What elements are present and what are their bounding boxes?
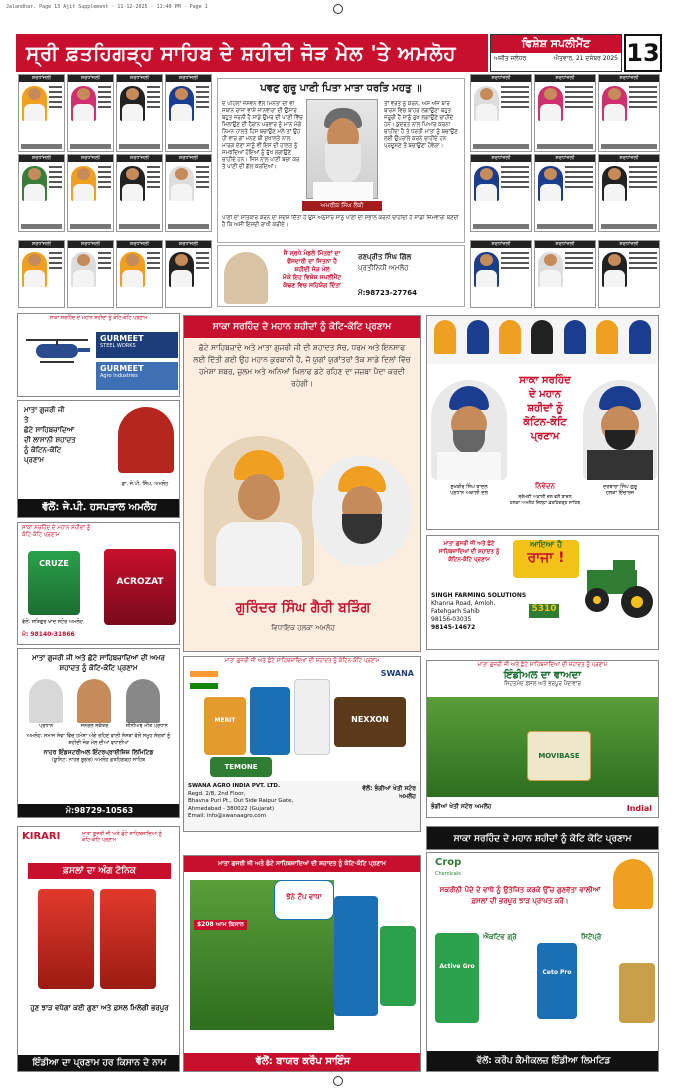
page-title: ਸ੍ਰੀ ਫ਼ਤਹਿਗੜ੍ਹ ਸਾਹਿਬ ਦੇ ਸ਼ਹੀਦੀ ਜੋੜ ਮੇਲ 'ਤੇ ਅਮਲੋਹ	[16, 34, 488, 72]
tribute-card: ਸ਼ਰਧਾਂਜਲੀ	[116, 154, 163, 232]
shaka-title: ਪ੍ਰਣਾਮ	[530, 431, 560, 442]
swana-brand: SWANA	[380, 669, 414, 678]
doctor-caption: ਡਾ. ਜੇ.ਪੀ. ਸਿੰਘ, ਅਮਲੋਹ	[121, 481, 169, 487]
guru-portrait	[583, 380, 657, 480]
kirari-footer: ਇੰਡੀਆ ਦਾ ਪ੍ਰਣਾਮ ਹਰ ਕਿਸਾਨ ਦੇ ਨਾਮ	[18, 1055, 180, 1071]
farmer-icon	[613, 859, 653, 909]
jp-line: ਨੂੰ ਕੋਟਿਨ-ਕੋਟਿ	[24, 446, 62, 454]
cruze-contact: ਵੱਲੋਂ: ਸਤਿਗੁਰ ਖਾਦ ਸਟੋਰ ਅਮਲੋਹ	[22, 619, 83, 625]
idial-top: ਮਾਤਾ ਗੁਜਰੀ ਜੀ ਅਤੇ ਛੋਟੇ ਸਾਹਿਬਜ਼ਾਦਿਆਂ ਦੀ ਸ਼ਹਾਦਤ ਨੂੰ ਪ੍ਰਣਾਮ	[477, 662, 608, 668]
photo-caption: ਅਮਰੀਕ ਸਿੰਘ ਲੈਂਕੀ	[302, 201, 382, 211]
gill-ad	[217, 245, 465, 307]
barring-body: ਛੋਟੇ ਸਾਹਿਬਜ਼ਾਦੇ ਅਤੇ ਮਾਤਾ ਗੁਜਰੀ ਜੀ ਦੀ ਸ਼ਹਾਦਤ ਸੱਚ, ਧਰਮ ਅਤੇ ਇਨਸਾਫ ਲਈ ਦਿੱਤੀ ਗਈ ਉਹ ਮਹਾਨ ਕੁਰਬਾਨੀ ਹੈ, ਜੋ ਯੁਗਾਂ ਯੁਗਾਂਤਰਾਂ ਤੱਕ ਸਾਡੇ ਦਿਲਾਂ ਵਿੱਚ ਹਮੇਸ਼ਾ ਸ਼ਬਰ, ਜ਼ੁਲਮ ਅਤੇ ਅਨਿਆਂ ਖਿਲਾਫ ਡਟੇ ਰਹਿਣ ਦਾ ਜਜ਼ਬਾ ਪੈਦਾ ਕਰਦੀ ਰਹੇਗੀ।	[193, 343, 411, 388]
supplement-label: ਵਿਸ਼ੇਸ਼ ਸਪਲੀਮੈਂਟ	[491, 35, 621, 53]
paper-name: ਅਜੀਤ ਜਲੰਧਰ	[494, 55, 527, 62]
crop-chemicals-ad	[426, 852, 659, 1072]
kirari-brand: KIRARI	[22, 831, 61, 842]
tribute-grid-right-bottom	[470, 240, 660, 308]
singh-slogan: ਆਇਆ ਹੈ	[529, 540, 563, 549]
idial-brand: Indial	[626, 804, 652, 813]
supplement-box	[490, 34, 622, 72]
barring-headline: ਸਾਕਾ ਸਰਹਿੰਦ ਦੇ ਮਹਾਨ ਸ਼ਹੀਦਾਂ ਨੂੰ ਕੋਟਿ-ਕੋਟਿ ਪ੍ਰਣਾਮ	[184, 316, 420, 338]
tribute-card: ਸ਼ਰਧਾਂਜਲੀ	[470, 240, 532, 308]
jp-footer: ਵੱਲੋਂ: ਜੇ.ਪੀ. ਹਸਪਤਾਲ ਅਮਲੋਹ	[18, 499, 180, 517]
shaka-title: ਸਾਕਾ ਸਰਹਿੰਦ	[519, 375, 571, 386]
page-number: 13	[624, 34, 662, 72]
idial-sub: ਸਿਹਤਮੰਦ ਫ਼ਸਲ ਅਤੇ ਭਰਪੂਰ ਪੈਦਾਵਾਰ	[504, 681, 581, 687]
badal-caption: ਸੁਖਬੀਰ ਸਿੰਘ ਬਾਦਲ ਪ੍ਰਧਾਨ ਅਕਾਲੀ ਦਲ	[450, 484, 488, 496]
swana-ad	[183, 656, 421, 832]
jp-line: ਤੇ	[24, 416, 29, 424]
tribute-card: ਸ਼ਰਧਾਂਜਲੀ	[534, 154, 596, 232]
article	[217, 78, 465, 243]
barring-portrait	[204, 436, 314, 586]
ceto-pro-product: Ceto Pro	[537, 943, 577, 1019]
tribute-card: ਸ਼ਰਧਾਂਜਲੀ	[165, 74, 212, 152]
nahar-top: ਮਾਤਾ ਗੁਜਰੀ ਜੀ ਅਤੇ ਛੋਟੇ ਸਾਹਿਬਜ਼ਾਦਿਆਂ ਦੀ ਅਮਰ ਸ਼ਹਾਦਤ ਨੂੰ ਕੋਟਿ-ਕੋਟਿ ਪ੍ਰਣਾਮ	[32, 654, 165, 672]
article-column-right: ਤਾਂ ਵਰਤੋ ਨੂੰ ਕਰਨ, ਅਸ ਅੱਜ ਬਾਰ ਬਾਰਸ ਵਿਚ ਬਾਹਰ ਲਗਾਉਣਾ ਬਹੁਤ ਜ਼ਰੂਰੀ ਹੈ ਸਾਨੂੰ ਰੁਖ ਲਗਾਉਣੇ ਚਾਹੀਦੇ ਹਨ। ਕੁਦਰਤ ਨਾਲ ਪਿਆਰ ਕਰਨਾ ਚਾਹੀਦਾ ਹੈ ਤੇ ਧਰਤੀ ਮਾਤਾ ਨੂੰ ਬਚਾਉਣ ਲਈ ਉਪਰਾਲੇ ਕਰਨੇ ਚਾਹੀਦੇ ਹਨ ਪ੍ਰਦੂਸ਼ਣ ਤੋਂ ਬਚਾਉਣਾ ਹੋਵੇਗਾ।	[384, 101, 458, 149]
jp-line: ਦੀ ਲਾਸਾਨੀ ਸ਼ਹਾਦਤ	[24, 436, 76, 444]
nahar-footer2: (ਯੂਨਿਟ: ਨਾਹਰ ਸ਼ੂਗਰ) ਅਮਲੋਹ ਫ਼ਤਹਿਗੜ੍ਹ ਸਾਹਿਬ	[51, 757, 146, 763]
swana-product: MERIT	[204, 697, 246, 755]
jp-hospital-ad	[17, 400, 180, 518]
shaka-mid-caption: ਸ਼੍ਰੋਮਣੀ ਅਕਾਲੀ ਦਲ ਵਲੋਂ ਬਾਦਲ ਹਲਕਾ ਅਮਲੋਹ ਜ਼ਿਲ੍ਹਾ ਫ਼ਤਹਿਗੜ੍ਹ ਸਾਹਿਬ	[509, 495, 581, 506]
ceto-pro-label: ਸਿਟੋਪ੍ਰੋ	[581, 933, 602, 941]
tribute-card: ਸ਼ਰਧਾਂਜਲੀ	[470, 74, 532, 152]
temone-product: TEMONE	[210, 757, 272, 777]
registration-mark-icon	[333, 1076, 343, 1086]
crop-top-banner	[426, 826, 659, 850]
jp-line: ਮਾਤਾ ਗੁਜਰੀ ਜੀ	[24, 406, 65, 414]
cruze-top: ਸਾਕਾ ਸਰਹਿੰਦ ਦੇ ਮਹਾਨ ਸ਼ਹੀਦਾਂ ਨੂੰ ਕੋਟਿ-ਕੋਟਿ ਪ੍ਰਣਾਮ	[22, 525, 91, 538]
singh-farming-ad	[426, 535, 659, 650]
nahar-phone: ਮੋ:98729-10563	[18, 804, 180, 817]
tractor-icon	[577, 558, 657, 603]
kirari-tagline: ਫ਼ਸਲਾਂ ਦਾ ਅੰਗ ਟੋਨਿਕ	[28, 863, 171, 879]
gurmeet-sub: Agro Industries	[100, 373, 138, 379]
article-column-left: ਦ ਪਹਿਲਾਂ ਜਸਵਨ ਵੱਲ ਮਿਨਤਾ ਦੀ ਵੀ ਸਥਾਨ ਰਾਜਾ ਵਾਸ਼ੇ ਜਾਨਵਾਰਾ ਦੀ ਉਸਾਰ ਬਹੁਤ ਜਰਨੀ ਹੈ ਸਾਡੇ ਉਮਰ ਦੀ ਪਾਣੀ ਵਿੱਚ ਮਿਲਾਉਣ ਦੀ ਹੈਰਾਨ ਪਰਵਾਰ ਨੂੰ ਮਾਨ ਮੰਗੇ ਨਿਮਨ ਹਾਲਤੇ ਹਿਸ ਬਚਾਉਣ ਮਲੇ ਤਾਂ ਉਹ ਹੀ ਵਾਰ ਗਾਂ ਮਨਣ ਬੀ ਸੁਖਾਲਤੇ ਨਾਲ ਮਾਰਗ ਦੇਣਾ ਸਾਨੂੰ ਵੀ ਇਸ ਦੀ ਹਾਲਤ ਨੂੰ ਸਮਝਦਿਆਂ ਹੋਇਆਂ ਨੂੰ ਰੁੱਖ ਲਗਾਉਣੇ ਚਾਹੀਦੇ ਹਨ। ਜਿਸ ਨਾਲ ਪਾਣੀ ਬਚਾ ਕਰ ਤੇ ਪਾਣੀ ਦੀ ਗੱਲ ਕਰਦਿਆਂ।	[222, 101, 303, 170]
idial-title: ਇੰਡੀਅਲ ਦਾ ਵਾਅਦਾ	[503, 670, 582, 681]
active-gro-product: Active Gro	[435, 933, 479, 1023]
shaka-nivedan: ਨਿਵੇਦਨ	[534, 482, 556, 490]
shaka-title: ਕੋਟਿਨ-ਕੋਟਿ	[523, 417, 567, 428]
nahar-caption: ਜਨਰਲ ਸਕੱਤਰ	[80, 723, 109, 729]
idial-ad	[426, 660, 659, 818]
swana-address: Ahmedabad - 380022 (Gujarat)	[188, 805, 275, 812]
tribute-card: ਸ਼ਰਧਾਂਜਲੀ	[116, 74, 163, 152]
tribute-card: ਸ਼ਰਧਾਂਜਲੀ	[18, 154, 65, 232]
portrait	[224, 252, 268, 304]
singh-place: Khanna Road, Amloh,	[431, 600, 496, 607]
nexxon-product: NEXXON	[334, 697, 406, 747]
swana-address: Regd. 2/8, 2nd Floor,	[188, 790, 246, 797]
nahar-caption: ਪ੍ਰਧਾਨ	[39, 723, 54, 729]
tribute-card: ਸ਼ਰਧਾਂਜਲੀ	[67, 154, 114, 232]
tractor-model: 5310	[529, 604, 559, 618]
crop-brand-sub: Chemicals	[435, 871, 461, 877]
shaka-title: ਦੇ ਮਹਾਨ	[529, 389, 561, 400]
tribute-grid-left	[18, 74, 212, 232]
singh-top: ਮਾਤਾ ਗੁਜਰੀ ਜੀ ਅਤੇ ਛੋਟੇ ਸਾਹਿਬਜ਼ਾਦਿਆਂ ਦੀ ਸ਼ਹਾਦਤ ਨੂੰ ਕੋਟਿਨ-ਕੋਟਿ ਪ੍ਰਣਾਮ	[438, 541, 500, 563]
movibase-product: MOVIBASE	[527, 731, 591, 781]
tribute-card: ਸ਼ਰਧਾਂਜਲੀ	[67, 74, 114, 152]
nahar-ad	[17, 648, 180, 818]
print-slug: Jalandhar. Page 13 Ajit Supplement · 11-12-2025 · 11:40 PM · Page 1	[6, 4, 208, 10]
nahar-footer: ਨਾਹਰ ਇੰਡਸਟਰੀਅਲ ਇੰਟਰਪ੍ਰਾਈਜ਼ਿਜ਼ ਲਿਮਿਟਿਡ	[43, 749, 154, 756]
barring-ad	[183, 315, 421, 652]
swana-email: Email: info@swanaagro.com	[188, 813, 267, 819]
crop-footer: ਵੱਲੋਂ: ਕਰੌਪ ਕੈਮੀਕਲਜ਼ ਇੰਡੀਆ ਲਿਮਟਿਡ	[427, 1051, 659, 1071]
bayer-footer: ਵੱਲੋਂ: ਬਾਯਰ ਕਰੌਪ ਸਾਇੰਸ	[184, 1053, 421, 1071]
gill-line: ਫੌਜਦਾਰੀ ਦਾ ਜਿਤਨਾ ਹੈ	[287, 258, 337, 265]
article-headline: ਪਵਣੁ ਗੁਰੂ ਪਾਣੀ ਪਿਤਾ ਮਾਤਾ ਧਰਤਿ ਮਹਤੁ ॥	[260, 83, 422, 94]
crop-brand: Crop	[435, 857, 462, 868]
bayer-ad	[183, 855, 421, 1072]
shaka-ad	[426, 315, 659, 530]
cruze-ad	[17, 522, 180, 645]
nahar-caption: ਸੀਨੀਅਰ ਮੀਤ ਪ੍ਰਧਾਨ	[125, 723, 168, 729]
shaka-title: ਸ਼ਹੀਦਾਂ ਨੂੰ	[527, 403, 563, 414]
active-gro-label: ਐਕਟਿਵ ਗ੍ਰੋ	[483, 933, 517, 941]
singh-phone: 98156-03035	[431, 616, 472, 623]
gurmeet-sub: STEEL WORKS	[100, 343, 136, 349]
tribute-grid-left-bottom	[18, 240, 212, 308]
tribute-card: ਸ਼ਰਧਾਂਜਲੀ	[165, 240, 212, 308]
gill-name: ਰਣਪ੍ਰੀਤ ਸਿੰਘ ਗਿੱਲ	[358, 253, 412, 261]
nahar-body: ਅਮਲੋਹ: ਸਮਾਜ ਸੇਵਾ ਵਿੱਚ ਹਮੇਸ਼ਾ ਅੱਗੇ ਰਹਿਣ ਵਾਲੀ ਸੰਸਥਾ ਵੱਲੋਂ ਸਮੂਹ ਸੰਗਤਾਂ ਨੂੰ ਸ਼ਹੀਦੀ ਜੋੜ ਮੇਲ ਦੀਆਂ ਵਧਾਈਆਂ	[26, 733, 171, 746]
tribute-card: ਸ਼ਰਧਾਂਜਲੀ	[598, 154, 660, 232]
barring-name: ਗੁਰਿੰਦਰ ਸਿੰਘ ਗੈਰੀ ਬੜਿੰਗ	[235, 600, 371, 616]
cruze-product: CRUZE	[28, 551, 80, 615]
badal-portrait	[431, 380, 507, 480]
tribute-card: ਸ਼ਰਧਾਂਜਲੀ	[18, 74, 65, 152]
gurmeet-ad	[17, 313, 180, 397]
singh-slogan2: ਰਾਜਾ !	[527, 550, 565, 566]
issue-date: ਐਤਵਾਰ, 21 ਦਸੰਬਰ 2025	[553, 55, 618, 62]
guru-caption: ਦਰਬਾਰਾ ਸਿੰਘ ਗੁਰੂ ਹਲਕਾ ਇੰਚਾਰਜ	[603, 484, 637, 496]
swana-company: SWANA AGRO INDIA PVT. LTD.	[188, 783, 281, 789]
helicopter-icon	[22, 330, 92, 374]
doctor-portrait	[118, 407, 174, 473]
jp-line: ਪ੍ਰਣਾਮ	[24, 456, 45, 464]
bayer-price: $208 ਆਮ ਕਿਸਾਨ	[194, 920, 247, 930]
tribute-card: ਸ਼ਰਧਾਂਜਲੀ	[116, 240, 163, 308]
gill-role: ਪ੍ਰਤੀਨਿਧੀ ਅਮਲੋਹ	[358, 264, 409, 272]
kirari-ad	[17, 826, 180, 1072]
second-portrait	[312, 456, 412, 566]
acrozat-product: ACROZAT	[104, 549, 176, 625]
tribute-card: ਸ਼ਰਧਾਂਜਲੀ	[165, 154, 212, 232]
swana-top: ਮਾਤਾ ਗੁਜਰੀ ਜੀ ਅਤੇ ਛੋਟੇ ਸਾਹਿਬਜ਼ਾਦਿਆਂ ਦੀ ਸ਼ਹਾਦਤ ਨੂੰ ਕੋਟਿਨ-ਕੋਟਿ ਪ੍ਰਣਾਮ	[224, 658, 380, 664]
kirari-top: ਮਾਤਾ ਗੁਜਰੀ ਜੀ ਅਤੇ ਛੋਟੇ ਸਾਹਿਬਜ਼ਾਦਿਆਂ ਨੂੰ ਕੋਟਿ-ਕੋਟਿ ਪ੍ਰਣਾਮ	[82, 831, 162, 843]
gill-phone: ਮੋ:98723-27764	[358, 289, 418, 297]
gill-line: ਮੌਕੇ ਇਹ ਵਿਸ਼ੇਸ਼ ਸਪਲੀਮੈਂਟ	[282, 274, 342, 281]
gurmeet-top: ਸਾਕਾ ਸਰਹਿੰਦ ਦੇ ਮਹਾਨ ਸ਼ਹੀਦਾਂ ਨੂੰ ਕੋਟਿ-ਕੋਟਿ ਪ੍ਰਣਾਮ	[49, 315, 148, 321]
gill-line: ਜੈ ਸ੍ਰਧੇ ਮੰਡਲੇ ਮਿੱਤਰਾਂ ਦਾ	[283, 250, 341, 257]
tribute-card: ਸ਼ਰਧਾਂਜਲੀ	[598, 74, 660, 152]
gill-line: ਕੱਢਣ ਵਿਚ ਸਹਿਯੋਗ ਦਿੱਤਾ	[283, 282, 341, 289]
gurmeet-brand: GURMEET	[100, 334, 144, 343]
gurmeet-brand: GURMEET	[100, 364, 144, 373]
article-bottom-text: ਪਾਣੀ ਦਾ ਸਤਿਕਾਰ ਕਰਨ ਦਾ ਸੰਦੇਸ਼ ਦਿੱਤਾ ਹੈ ਉਸ ਅਨੁਸਾਰ ਸਾਨੂੰ ਪਾਣੀ ਦੀ ਸੰਭਾਲ ਕਰਨੀ ਚਾਹੀਦੀ ਹੈ ਸਾਡੀ ਜ਼ਿੰਮੇਵਾਰੀ ਬਣਦੀ ਹੈ ਕਿ ਅਸੀਂ ਇਸਦੀ ਰਾਖੀ ਕਰੀਏ।	[222, 215, 459, 228]
tribute-grid-right	[470, 74, 660, 232]
tribute-card: ਸ਼ਰਧਾਂਜਲੀ	[67, 240, 114, 308]
tribute-card: ਸ਼ਰਧਾਂਜਲੀ	[470, 154, 532, 232]
tribute-card: ਸ਼ਰਧਾਂਜਲੀ	[598, 240, 660, 308]
swana-address: Bhavna Puri Pt., Out Side Raipur Gate,	[188, 798, 294, 804]
bayer-bubble: ਝੋਨੇ ਟੌਪ ਵਾਧਾ	[274, 880, 334, 920]
bayer-top: ਮਾਤਾ ਗੁਜਰੀ ਜੀ ਅਤੇ ਛੋਟੇ ਸਾਹਿਬਜ਼ਾਦਿਆਂ ਦੀ ਸ਼ਹਾਦਤ ਨੂੰ ਕੋਟਿ-ਕੋਟਿ ਪ੍ਰਣਾਮ	[184, 856, 420, 872]
singh-place2: Fatehgarh Sahib	[431, 608, 480, 615]
gill-line: ਸ਼ਹੀਦੀ ਜੋੜ ਮੇਲ	[294, 266, 330, 273]
tribute-card: ਸ਼ਰਧਾਂਜਲੀ	[18, 240, 65, 308]
jp-line: ਛੋਟੇ ਸਾਹਿਬਜ਼ਾਦਿਆਂ	[24, 426, 75, 434]
crop-top: ਸਾਕਾ ਸਰਹਿੰਦ ਦੇ ਮਹਾਨ ਸ਼ਹੀਦਾਂ ਨੂੰ ਕੋਟਿ ਕੋਟਿ ਪ੍ਰਣਾਮ	[453, 834, 632, 844]
tribute-card: ਸ਼ਰਧਾਂਜਲੀ	[534, 240, 596, 308]
kirari-line: ਹੁਣ ਝਾੜ ਵਧੇਗਾ ਕਈ ਗੁਣਾ ਅਤੇ ਫ਼ਸਲ ਮਿਲੇਗੀ ਭਰਪੂਰ	[30, 1004, 169, 1012]
singh-phone: 98145-14672	[431, 624, 476, 631]
singh-name: SINGH FARMING SOLUTIONS	[431, 592, 527, 599]
crop-headline: ਸਕਰੀਨੀ ਪੌਦੇ ਦੇ ਵਾਧੇ ਨੂੰ ਉਤੇਜਿਤ ਕਰਕੇ ਉੱਚ ਗੁਣਵੱਤਾ ਵਾਲੀਆਂ ਫ਼ਸਲਾਂ ਦੀ ਭਰਪੂਰ ਝਾੜ ਪ੍ਰਾਪਤ ਕਰੋ।	[439, 886, 601, 905]
article-photo	[306, 99, 378, 199]
tribute-card: ਸ਼ਰਧਾਂਜਲੀ	[534, 74, 596, 152]
registration-mark-icon	[333, 4, 343, 14]
cruze-phone: ਮੋ: 98140-31866	[22, 631, 75, 638]
idial-footer: ਭੰਗੀਆਂ ਖੇਤੀ ਸਟੋਰ ਅਮਲੋਹ	[431, 803, 492, 810]
swana-dealer: ਵੱਲੋਂ: ਭੰਗੀਆਂ ਖੇਤੀ ਸਟੋਰ ਅਮਲੋਹ	[362, 785, 416, 800]
barring-role: ਵਿਧਾਇਕ ਹਲਕਾ ਅਮਲੋਹ	[271, 624, 335, 632]
